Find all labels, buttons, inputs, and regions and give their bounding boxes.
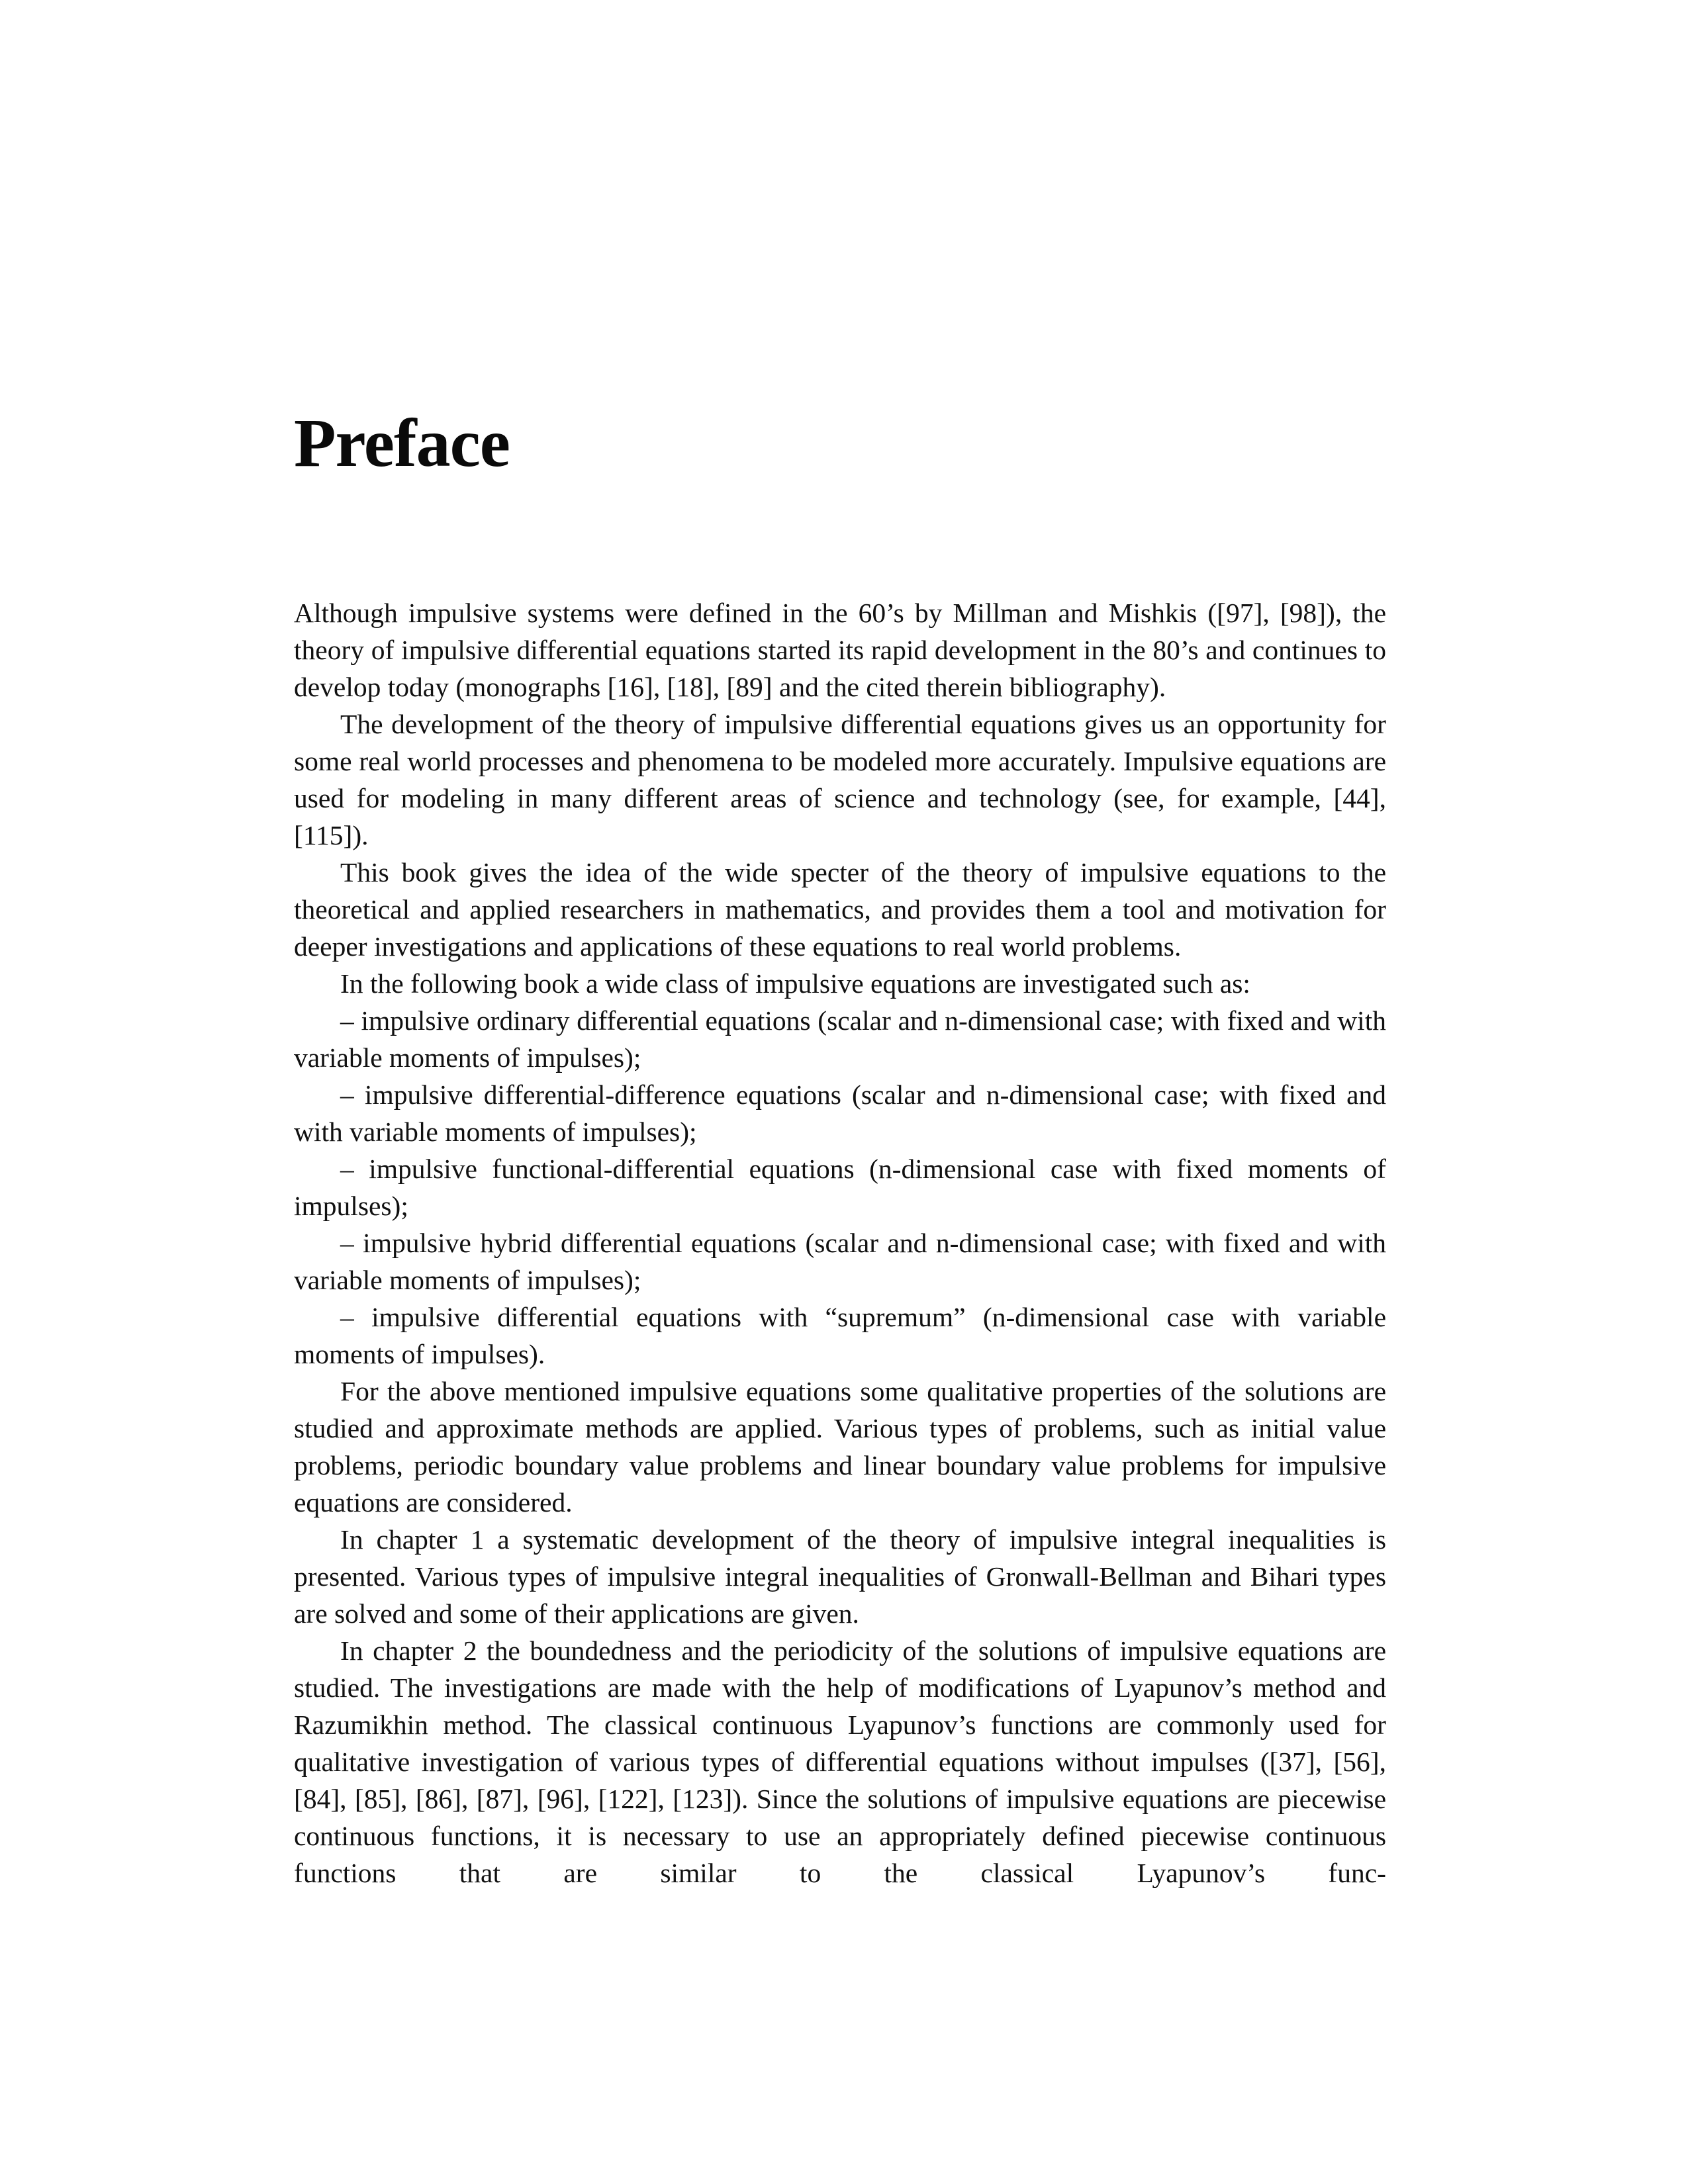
paragraph-class-intro: In the following book a wide class of impulsive equations are investigated such as:	[340, 968, 1250, 999]
list-item-differential-difference: – impulsive differential-difference equations (scalar and n-dimensional case; with fixed and with variable moments of impulses);	[294, 1079, 1386, 1147]
paragraph-chapter-1: In chapter 1 a systematic development of the theory of impulsive integral inequalities is presented. Various types of impulsive integral inequalities of Gronwall-Bellman and Bihari types are solved and some of their applications are given.	[294, 1524, 1386, 1629]
paragraph-development: The development of the theory of impulsive differential equations gives us an opportunity for some real world processes and phenomena to be modeled more accurately. Impulsive equations are used for modeling in many different areas of science and technology (see, for example, [44], [115]).	[294, 709, 1386, 850]
paragraph-history: Although impulsive systems were defined in the 60’s by Millman and Mishkis ([97], [98]), the theory of impulsive differential equations started its rapid development in the 80’s and continues to develop today (monographs [16], [18], [89] and the cited therein bibliography).	[294, 598, 1386, 702]
page-title: Preface	[294, 405, 510, 481]
list-item-functional: – impulsive functional-differential equations (n-dimensional case with fixed moments of impulses);	[294, 1154, 1386, 1221]
list-item-hybrid: – impulsive hybrid differential equations (scalar and n-dimensional case; with fixed and with variable moments of impulses);	[294, 1228, 1386, 1295]
paragraph-qualitative: For the above mentioned impulsive equations some qualitative properties of the solutions are studied and approximate methods are applied. Various types of problems, such as initial value problems, periodic boundary value problems and linear boundary value problems for impulsive equations are considered.	[294, 1376, 1386, 1518]
preface-body	[294, 594, 1386, 1891]
list-item-supremum: – impulsive differential equations with “supremum” (n-dimensional case with variable moments of impulses).	[294, 1302, 1386, 1369]
paragraph-chapter-2: In chapter 2 the boundedness and the periodicity of the solutions of impulsive equations are studied. The investigations are made with the help of modifications of Lyapunov’s method and Razumikhin method. The classical continuous Lyapunov’s functions are commonly used for qualitative investigation of various types of differential equations without impulses ([37], [56], [84], [85], [86], [87], [96], [122], [123]). Since the solutions of impulsive equations are piecewise continuous functions, it is necessary to use an appropriately defined piecewise continuous functions that are similar to the classical Lyapunov’s func-	[294, 1635, 1386, 1888]
paragraph-book-purpose: This book gives the idea of the wide specter of the theory of impulsive equations to the theoretical and applied researchers in mathematics, and provides them a tool and motivation for deeper investigations and applications of these equations to real world problems.	[294, 857, 1386, 962]
list-item-ordinary: – impulsive ordinary differential equations (scalar and n-dimensional case; with fixed and with variable moments of impulses);	[294, 1005, 1386, 1073]
